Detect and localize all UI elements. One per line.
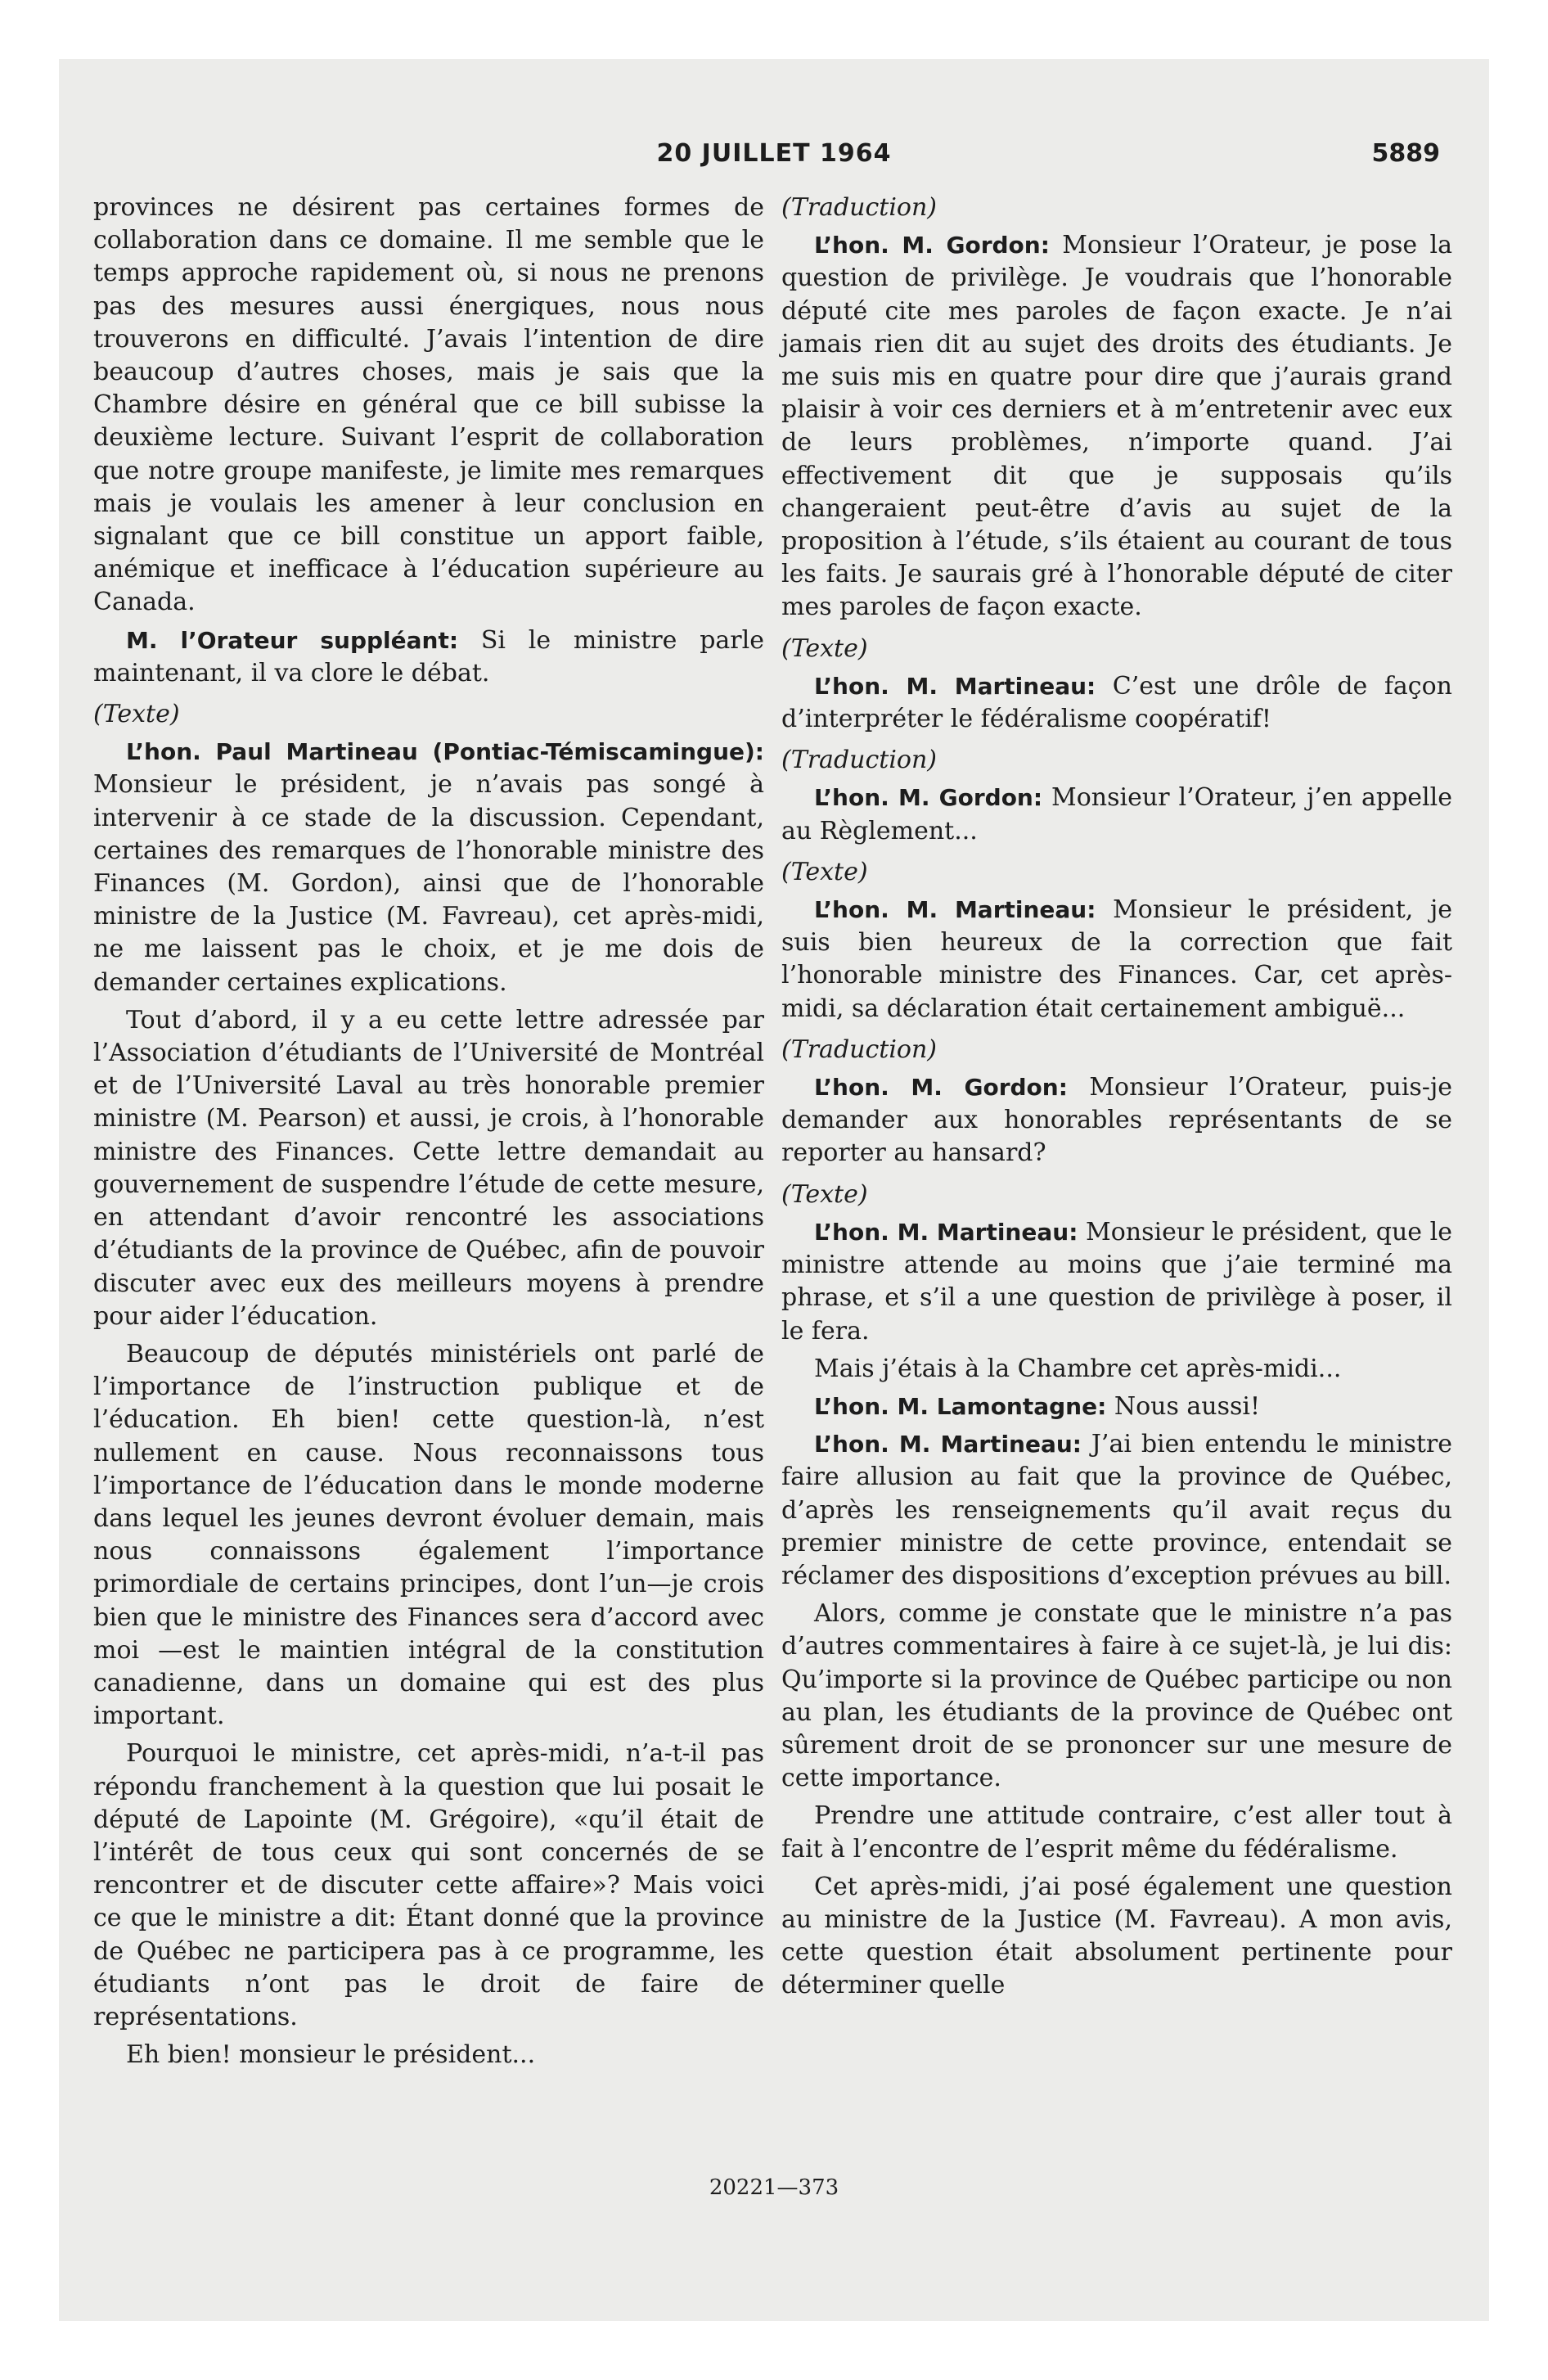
paragraph: Pourquoi le ministre, cet après-midi, n’a-t-il pas répondu franchement à la question que lui posait le député de Lapointe (M. Grégoire), «qu’il était de l’intérêt de tous ceux qui sont concernés de se rencontrer et de discuter cette affaire»? Mais voici ce que le ministre a dit: Étant donné que la province de Québec ne participera pas à ce programme, les étudiants n’ont pas le droit de faire de représentations.: [93, 1739, 764, 2031]
speech-text: Monsieur le président, que le ministre attende au moins que j’aie terminé ma phrase, et s’il a une question de privilège à poser, il le fera.: [781, 1217, 1452, 1346]
paragraph: Prendre une attitude contraire, c’est aller tout à fait à l’encontre de l’esprit même du fédéralisme.: [781, 1801, 1452, 1864]
speaker-name: L’hon. Paul Martineau (Pontiac-Témiscamingue):: [126, 738, 764, 766]
paragraph: provinces ne désirent pas certaines formes de collaboration dans ce domaine. Il me semble que le temps approche rapidement où, si nous ne prenons pas des mesures aussi énergiques, nous nous trouverons en difficulté. J’avais l’intention de dire beaucoup d’autres choses, mais je sais que la Chambre désire en général que ce bill subisse la deuxième lecture. Suivant l’esprit de collaboration que notre groupe manifeste, je limite mes remarques mais je voulais les amener à leur conclusion en signalant que ce bill constitue un apport faible, anémique et inefficace à l’éducation supérieure au Canada.: [93, 193, 764, 617]
speaker-name: L’hon. M. Martineau:: [814, 672, 1096, 700]
paragraph: [781, 782, 1452, 847]
paragraph: Mais j’étais à la Chambre cet après-midi...: [814, 1354, 1342, 1383]
speech-text: Monsieur l’Orateur, puis-je demander aux honorables représentants de se reporter au hansard?: [781, 1073, 1452, 1168]
paragraph: [781, 670, 1452, 736]
speaker-name: L’hon. M. Martineau:: [814, 896, 1096, 924]
speech-text: Nous aussi!: [1106, 1391, 1261, 1421]
speech-text: Monsieur le président, je suis bien heureux de la correction que fait l’honorable ministre des Finances. Car, cet après-midi, sa déclaration était certainement ambiguë...: [781, 895, 1453, 1023]
speech-text: Monsieur l’Orateur, j’en appelle au Règlement...: [781, 783, 1452, 845]
paragraph: Tout d’abord, il y a eu cette lettre adressée par l’Association d’étudiants de l’Université de Montréal et de l’Université Laval au très honorable premier ministre (M. Pearson) et aussi, je crois, à l’honorable ministre des Finances. Cette lettre demandait au gouvernement de suspendre l’étude de cette mesure, en attendant d’avoir rencontré les associations d’étudiants de la province de Québec, afin de pouvoir discuter avec eux des meilleurs moyens à prendre pour aider l’éducation.: [93, 1005, 764, 1331]
left-column: [93, 192, 764, 2076]
speaker-name: L’hon. M. Lamontagne:: [814, 1392, 1107, 1420]
section-label: (Texte): [93, 700, 180, 729]
speaker-name: L’hon. M. Martineau:: [814, 1431, 1082, 1458]
paragraph: Beaucoup de députés ministériels ont parlé de l’importance de l’instruction publique et de l’éducation. Eh bien! cette question-là, n’est nullement en cause. Nous reconnaissons tous l’importance de l’éducation dans le monde moderne dans lequel les jeunes devront évoluer demain, mais nous connaissons également l’importance primordiale de certains principes, dont l’un—je crois bien que le ministre des Finances sera d’accord avec moi —est le maintien intégral de la constitution canadienne, dans un domaine qui est des plus important.: [93, 1339, 764, 1731]
section-label: (Texte): [781, 857, 868, 886]
paragraph: [781, 1428, 1452, 1593]
paragraph: [781, 1216, 1452, 1348]
paragraph: [781, 1391, 1452, 1423]
document-page: [59, 59, 1489, 2321]
speech-text: C’est une drôle de façon d’interpréter le fédéralisme coopératif!: [781, 671, 1452, 734]
paragraph: [93, 736, 764, 999]
speaker-name: L’hon. M. Martineau:: [814, 1218, 1078, 1246]
paragraph: [781, 1071, 1452, 1170]
paragraph: [781, 229, 1452, 624]
speaker-name: L’hon. M. Gordon:: [814, 1074, 1068, 1102]
speech-text: Si le ministre parle maintenant, il va clore le débat.: [93, 625, 764, 687]
section-label: (Texte): [781, 1179, 868, 1209]
paragraph: Cet après-midi, j’ai posé également une question au ministre de la Justice (M. Favreau). A mon avis, cette question était absolument pertinente pour déterminer quelle: [781, 1872, 1452, 2000]
section-label: (Traduction): [781, 746, 938, 775]
page-number: 5889: [1371, 139, 1440, 168]
right-column: [781, 192, 1452, 2008]
paragraph: [93, 624, 764, 690]
paragraph: Eh bien! monsieur le président...: [126, 2040, 536, 2070]
section-label: (Traduction): [781, 193, 938, 222]
header-date: 20 JUILLET 1964: [656, 139, 892, 168]
page-footer-signature: 20221—373: [709, 2175, 839, 2200]
speaker-name: M. l’Orateur suppléant:: [126, 626, 459, 654]
section-label: (Texte): [781, 633, 868, 663]
page-header: [59, 139, 1489, 172]
section-label: (Traduction): [781, 1034, 938, 1064]
paragraph: [781, 894, 1452, 1025]
speaker-name: L’hon. M. Gordon:: [814, 232, 1050, 259]
speech-text: J’ai bien entendu le ministre faire allusion au fait que la province de Québec, d’après les renseignements qu’il avait reçus du premier ministre de cette province, entendait se réclamer des dispositions d’exception prévues au bill.: [781, 1430, 1452, 1590]
paragraph: Alors, comme je constate que le ministre n’a pas d’autres commentaires à faire à ce sujet-là, je lui dis: Qu’importe si la province de Québec participe ou non au plan, les étudiants de la province de Québec ont sûrement droit de se prononcer sur une mesure de cette importance.: [781, 1599, 1452, 1793]
speaker-name: L’hon. M. Gordon:: [814, 784, 1043, 812]
speech-text: Monsieur l’Orateur, je pose la question de privilège. Je voudrais que l’honorable député cite mes paroles de façon exacte. Je n’ai jamais rien dit au sujet des droits des étudiants. Je me suis mis en quatre pour dire que j’aurais grand plaisir à voir ces derniers et à m’entretenir avec eux de leurs problèmes, n’importe quand. J’ai effectivement dit que je supposais qu’ils changeraient peut-être d’avis au sujet de la proposition à l’étude, s’ils étaient au courant de tous les faits. Je saurais gré à l’honorable député de citer mes paroles de façon exacte.: [781, 231, 1452, 622]
speech-text: Monsieur le président, je n’avais pas songé à intervenir à ce stade de la discussion. Cependant, certaines des remarques de l’honorable ministre des Finances (M. Gordon), ainsi que de l’honorable ministre de la Justice (M. Favreau), cet après-midi, ne me laissent pas le choix, et je me dois de demander certaines explications.: [93, 770, 764, 997]
